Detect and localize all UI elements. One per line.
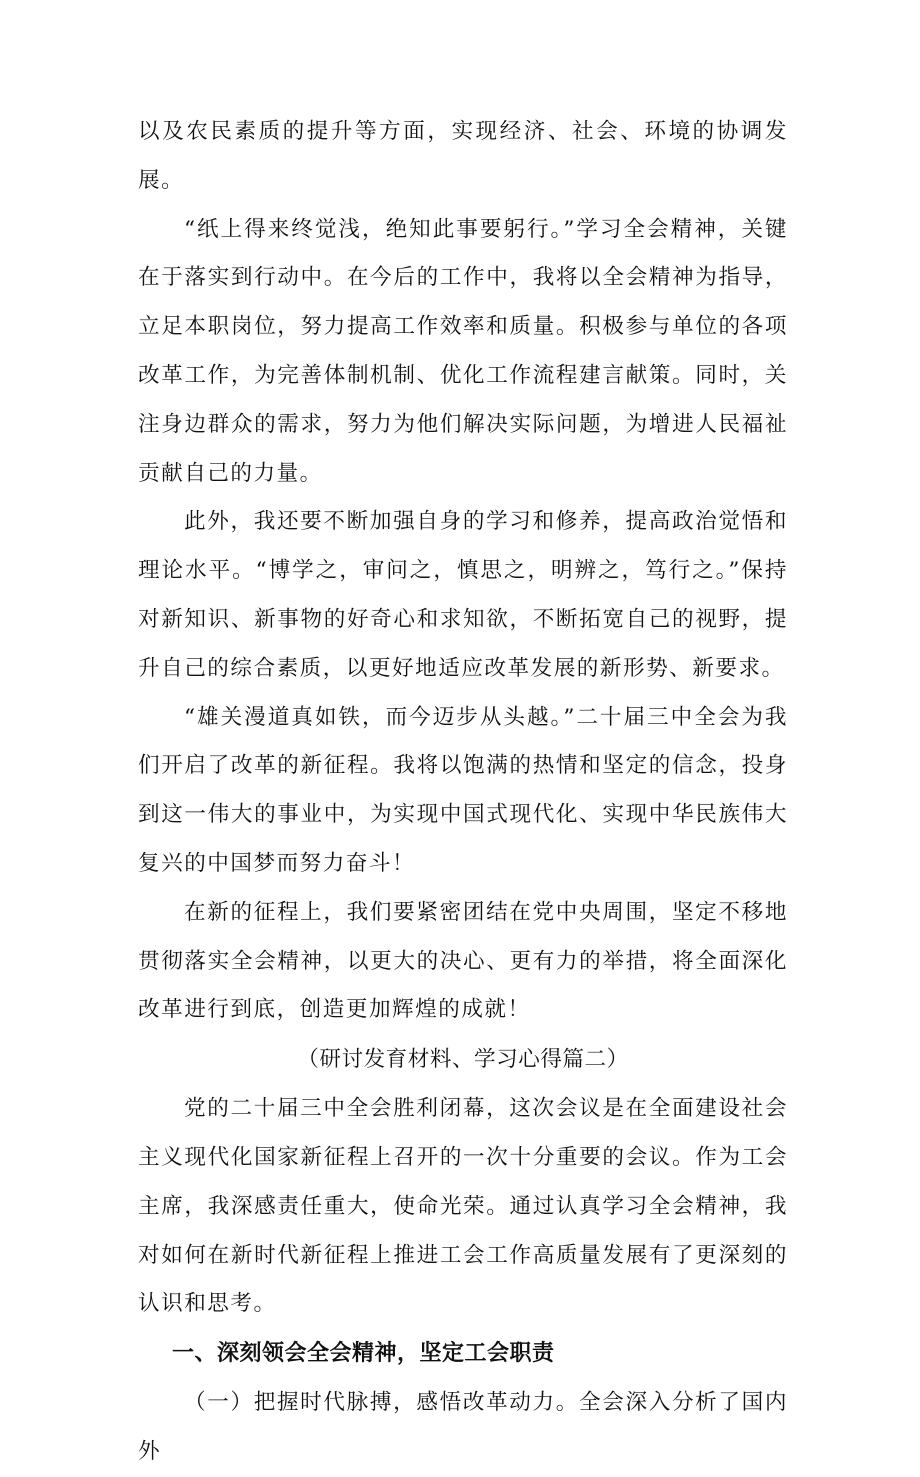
paragraph-subsection: （一）把握时代脉搏，感悟改革动力。全会深入分析了国内外 xyxy=(138,1390,788,1464)
paragraph-continuation: 以及农民素质的提升等方面，实现经济、社会、环境的协调发展。 xyxy=(138,119,788,193)
paragraph-self-study: 此外，我还要不断加强自身的学习和修养，提高政治觉悟和理论水平。“博学之，审问之，慎思之，明辨之，笃行之。”保持对新知识、新事物的好奇心和求知欲，不断拓宽自己的视野，提升自己的综合素质，以更好地适应改革发展的新形势、新要求。 xyxy=(138,509,788,681)
paragraph-practice: “纸上得来终觉浅，绝知此事要躬行。”学习全会精神，关键在于落实到行动中。在今后的工作中，我将以全会精神为指导，立足本职岗位，努力提高工作效率和质量。积极参与单位的各项改革工作，为完善体制机制、优化工作流程建言献策。同时，关注身边群众的需求，努力为他们解决实际问题，为增进人民福祉贡献自己的力量。 xyxy=(138,216,788,486)
paragraph-new-journey: “雄关漫道真如铁，而今迈步从头越。”二十届三中全会为我们开启了改革的新征程。我将以饱满的热情和坚定的信念，投身到这一伟大的事业中，为实现中国式现代化、实现中华民族伟大复兴的中国梦而努力奋斗！ xyxy=(138,704,788,876)
paragraph-intro: 党的二十届三中全会胜利闭幕，这次会议是在全面建设社会主义现代化国家新征程上召开的一次十分重要的会议。作为工会主席，我深感责任重大，使命光荣。通过认真学习全会精神，我对如何在新时代新征程上推进工会工作高质量发展有了更深刻的认识和思考。 xyxy=(138,1096,788,1317)
document-body xyxy=(138,108,788,1477)
paragraph-conclusion: 在新的征程上，我们要紧密团结在党中央周围，坚定不移地贯彻落实全会精神，以更大的决心、更有力的举措，将全面深化改革进行到底，创造更加辉煌的成就！ xyxy=(138,899,788,1023)
heading-level-1: 一、深刻领会全会精神，坚定工会职责 xyxy=(172,1341,555,1367)
section-title: （研讨发育材料、学习心得篇二） xyxy=(297,1047,629,1073)
